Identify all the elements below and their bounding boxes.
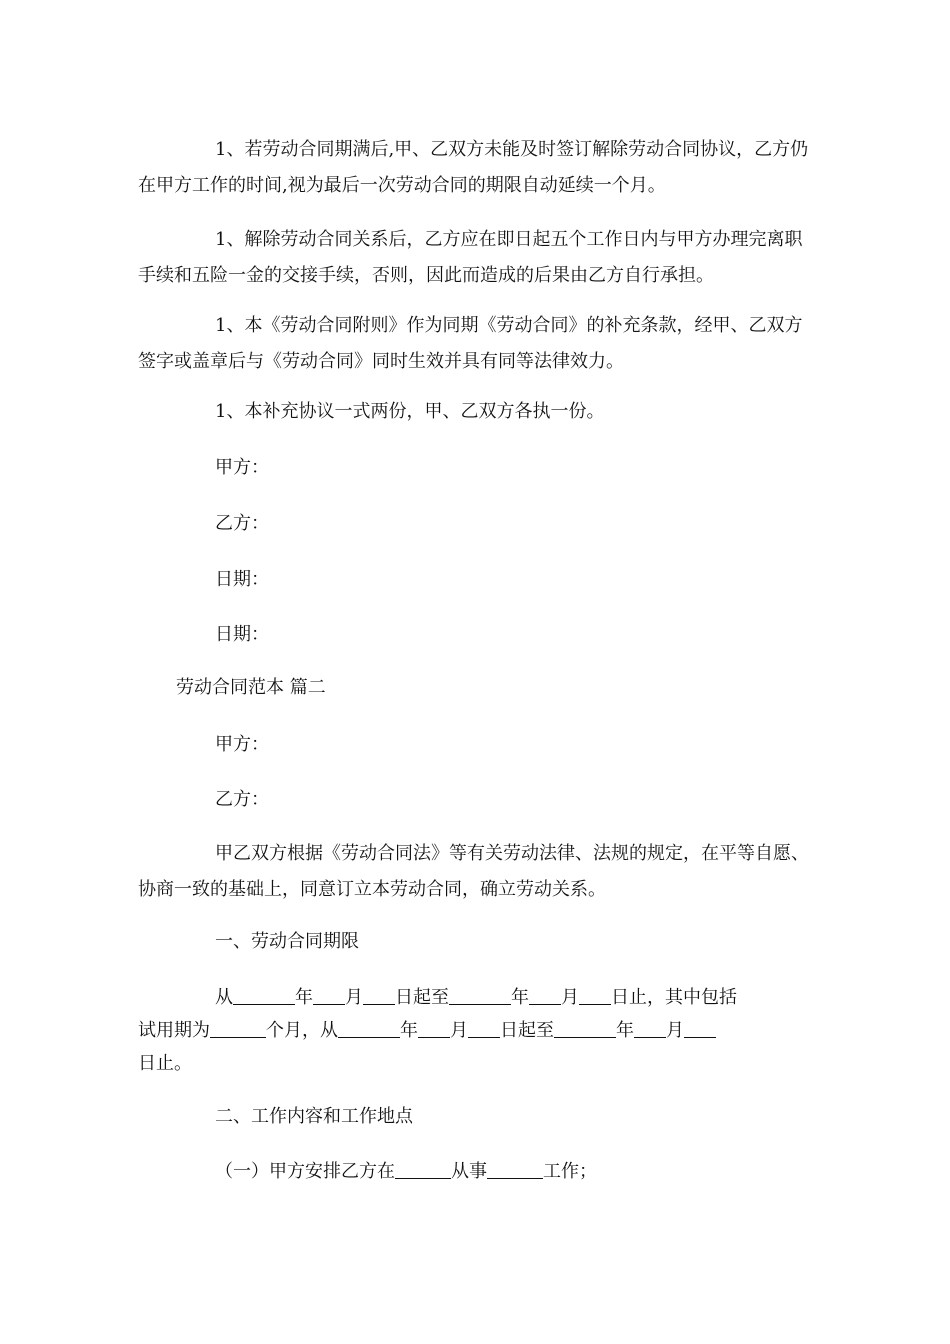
work-item-prefix: （一）甲方安排乙方在 (215, 1161, 395, 1182)
term-day-to-label: 日止，其中包括 (611, 987, 737, 1008)
clause-copies: 1、本补充协议一式两份，甲、乙双方各执一份。 (215, 401, 605, 422)
work-location-blank[interactable] (395, 1162, 451, 1179)
work-item-1 (215, 1154, 597, 1190)
term-line-1 (215, 980, 737, 1016)
term-month-label: 月 (345, 987, 363, 1008)
probation-month-label-2: 月 (666, 1020, 684, 1041)
probation-day-from-label: 日起至 (500, 1020, 554, 1041)
work-engage-label: 从事 (451, 1161, 487, 1182)
contract-intro: 甲乙双方根据《劳动合同法》等有关劳动法律、法规的规定，在平等自愿、协商一致的基础上，同意订立本劳动合同，确立劳动关系。 (138, 843, 809, 900)
probation-year-label: 年 (400, 1020, 418, 1041)
term-line-3: 日止。 (138, 1053, 192, 1074)
clause-extension: 1、若劳动合同期满后,甲、乙双方未能及时签订解除劳动合同协议，乙方仍在甲方工作的时间,视为最后一次劳动合同的期限自动延续一个月。 (138, 139, 809, 196)
probation-months-from-label: 个月，从 (266, 1020, 338, 1041)
start-year-blank[interactable] (233, 988, 295, 1005)
contract-party-b: 乙方： (215, 789, 269, 810)
probation-label: 试用期为 (138, 1020, 210, 1041)
probation-months-blank[interactable] (210, 1021, 266, 1038)
probation-start-month-blank[interactable] (418, 1021, 450, 1038)
term-year-label-2: 年 (511, 987, 529, 1008)
clause-supplement-validity: 1、本《劳动合同附则》作为同期《劳动合同》的补充条款，经甲、乙双方签字或盖章后与《劳动合同》同时生效并具有同等法律效力。 (138, 315, 803, 372)
work-label: 工作； (543, 1161, 597, 1182)
probation-end-year-blank[interactable] (554, 1021, 616, 1038)
term-day-from-label: 日起至 (395, 987, 449, 1008)
start-month-blank[interactable] (313, 988, 345, 1005)
end-month-blank[interactable] (529, 988, 561, 1005)
signature-party-b: 乙方： (215, 513, 269, 534)
probation-end-day-blank[interactable] (684, 1021, 716, 1038)
term-month-label-2: 月 (561, 987, 579, 1008)
signature-date-1: 日期： (215, 569, 269, 590)
signature-party-a: 甲方： (215, 457, 269, 478)
probation-start-year-blank[interactable] (338, 1021, 400, 1038)
probation-start-day-blank[interactable] (468, 1021, 500, 1038)
contract-party-a: 甲方： (215, 734, 269, 755)
probation-year-label-2: 年 (616, 1020, 634, 1041)
term-from-label: 从 (215, 987, 233, 1008)
work-type-blank[interactable] (487, 1162, 543, 1179)
probation-end-month-blank[interactable] (634, 1021, 666, 1038)
start-day-blank[interactable] (363, 988, 395, 1005)
clause-termination-handover: 1、解除劳动合同关系后，乙方应在即日起五个工作日内与甲方办理完离职手续和五险一金的交接手续，否则，因此而造成的后果由乙方自行承担。 (138, 229, 803, 286)
term-heading: 一、劳动合同期限 (215, 931, 359, 952)
probation-month-label: 月 (450, 1020, 468, 1041)
end-year-blank[interactable] (449, 988, 511, 1005)
term-line-2 (138, 1013, 716, 1049)
section-title: 劳动合同范本 篇二 (176, 677, 326, 698)
signature-date-2: 日期： (215, 624, 269, 645)
work-heading: 二、工作内容和工作地点 (215, 1106, 413, 1127)
end-day-blank[interactable] (579, 988, 611, 1005)
term-year-label: 年 (295, 987, 313, 1008)
